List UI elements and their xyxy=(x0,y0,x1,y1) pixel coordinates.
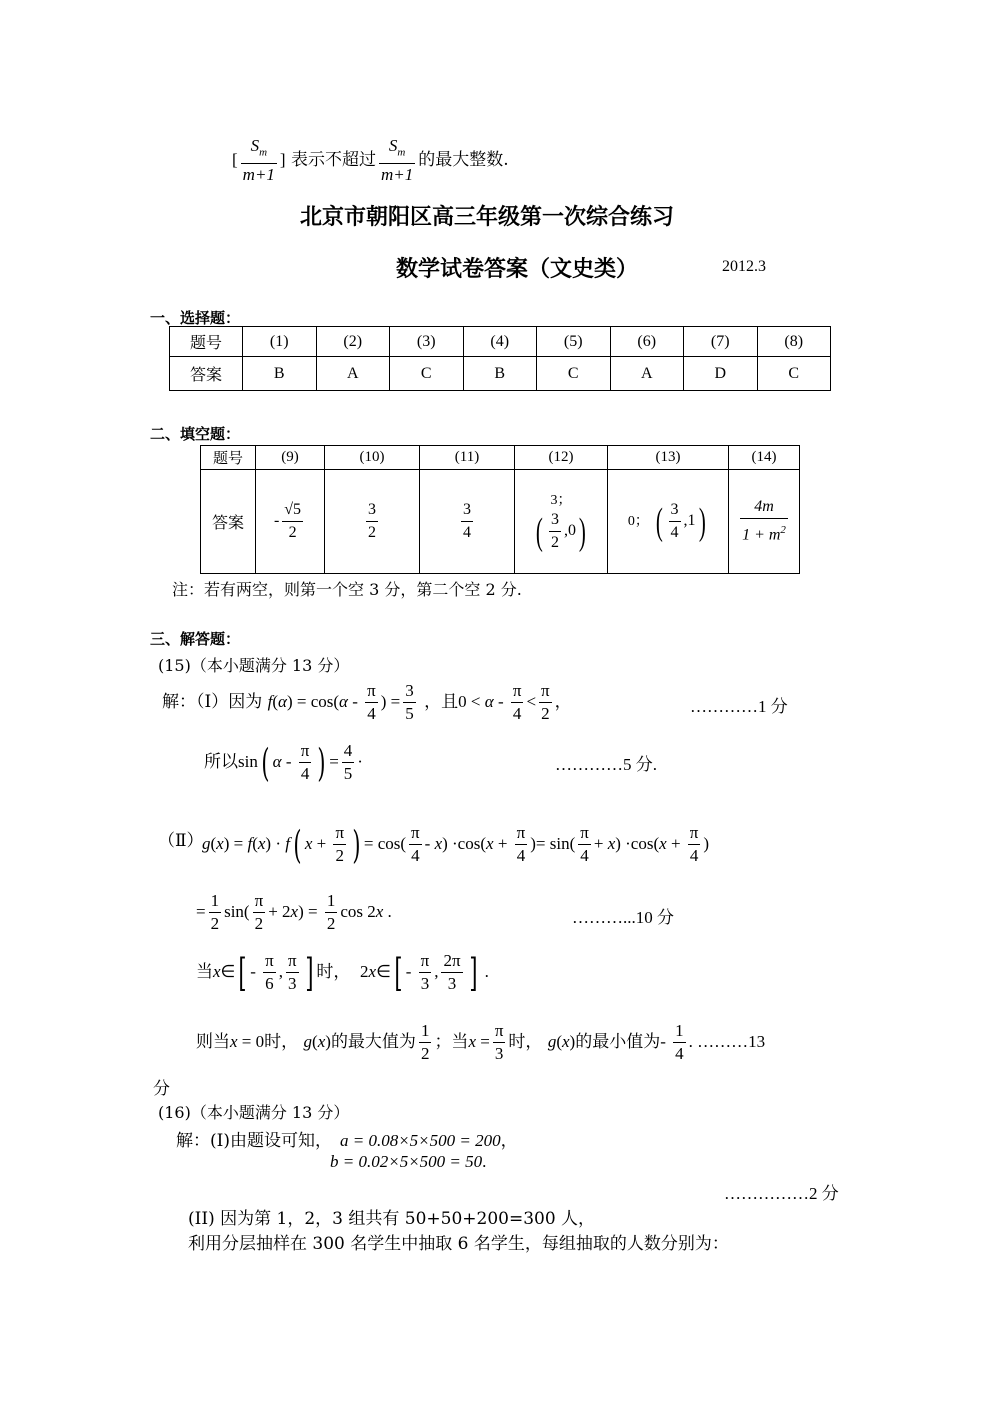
answer-12: 3； ( $\frac{3}{2}$ ,0) xyxy=(515,470,608,574)
a-cell: A xyxy=(610,357,684,391)
answer-9: - $\frac{√5}{2}$ xyxy=(256,470,325,574)
p15-score3: ………...10 分 xyxy=(572,908,674,927)
a-cell: C xyxy=(537,357,611,391)
date-label: 2012.3 xyxy=(722,258,766,275)
a-cell: C xyxy=(390,357,464,391)
q-cell: (1) xyxy=(243,327,317,357)
a-cell: B xyxy=(243,357,317,391)
section1-heading: 一、选择题： xyxy=(150,309,241,327)
section2-heading: 二、填空题： xyxy=(150,425,241,443)
p15-line4: = $\frac{1}{2}$ sin( $\frac{\pi}{2}$ + 2x) = $\frac{1}{2}$ cos 2x . xyxy=(196,891,392,933)
fill-answer-table xyxy=(200,445,800,574)
section3-heading: 三、解答题： xyxy=(150,630,241,648)
a-cell: A xyxy=(316,357,390,391)
p15-score2: …………5 分. xyxy=(555,755,657,774)
answer-10: $\frac{3}{2}$ xyxy=(325,470,420,574)
row-label-a: 答案 xyxy=(170,357,243,391)
sm-fraction: $\frac{S_m}{m+1}$ xyxy=(242,136,275,185)
page-subtitle: 数学试卷答案（文史类） xyxy=(396,257,639,282)
p15-score1: …………1 分 xyxy=(690,697,788,716)
q-cell: (10) xyxy=(325,446,420,470)
p15-line5: 当x∈[ - $\frac{\pi}{6}$ , $\frac{\pi}{3}$ ] 时， 2x∈[ - $\frac{\pi}{3}$ , $\frac{2\pi}{3}$ ] . xyxy=(196,950,489,995)
a-cell: B xyxy=(463,357,537,391)
a-cell: D xyxy=(684,357,758,391)
p15-line3: g(x) = f(x) · f( x + $\frac{\pi}{2}$ ) = cos( $\frac{\pi}{4}$ - x) ·cos(x + $\frac{\pi}{4}$ )= sin( $\frac{\pi}{4}$ + x) ·cos(x + $\frac{\pi}{4}$ ) xyxy=(202,822,710,867)
answer-11: $\frac{3}{4}$ xyxy=(420,470,515,574)
choice-answer-table xyxy=(169,326,831,391)
p16-line2: b = 0.02×5×500 = 50. xyxy=(330,1152,487,1171)
p16-line1: 解：(I)由题设可知， a = 0.08×5×500 = 200， xyxy=(176,1131,518,1151)
a-cell: C xyxy=(757,357,831,391)
p15-line6: 则当x = 0时， g(x)的最大值为 $\frac{1}{2}$ ；当x = $\frac{\pi}{3}$ 时， g(x)的最小值为- $\frac{1}{4}$ . ………13 xyxy=(196,1021,766,1063)
fill-note: 注：若有两空，则第一个空 3 分，第二个空 2 分. xyxy=(172,580,522,599)
q-cell: (6) xyxy=(610,327,684,357)
q-cell: (9) xyxy=(256,446,325,470)
problem15-title: (15)（本小题满分 13 分） xyxy=(158,656,350,675)
answer-14: $\frac{4m}{1 + m^2}$ xyxy=(729,470,800,574)
q-cell: (5) xyxy=(537,327,611,357)
q-cell: (7) xyxy=(684,327,758,357)
p15-unit: 分 xyxy=(153,1079,170,1099)
row-label-q: 题号 xyxy=(170,327,243,357)
q-cell: (2) xyxy=(316,327,390,357)
q-cell: (8) xyxy=(757,327,831,357)
q-cell: (13) xyxy=(608,446,729,470)
p15-part2-label: （Ⅱ） xyxy=(158,831,204,851)
p15-line2: 所以sin( α - $\frac{\pi}{4}$ ) = $\frac{4}{5}$ · xyxy=(204,740,363,785)
row-label-a: 答案 xyxy=(201,470,256,574)
p15-line1: 解：（Ⅰ）因为 f(α) = cos(α - $\frac{\pi}{4}$ ) = $\frac{3}{5}$ ，且0 < α - $\frac{\pi}{4}$ < $\frac{\pi}{2}$ ， xyxy=(162,681,572,723)
problem16-title: (16)（本小题满分 13 分） xyxy=(158,1103,350,1122)
p16-line3: (II) 因为第 1，2，3 组共有 50+50+200=300 人， xyxy=(188,1209,596,1229)
p16-line4: 利用分层抽样在 300 名学生中抽取 6 名学生，每组抽取的人数分别为： xyxy=(188,1234,729,1254)
row-label-q: 题号 xyxy=(201,446,256,470)
q-cell: (3) xyxy=(390,327,464,357)
q-cell: (14) xyxy=(729,446,800,470)
q-cell: (11) xyxy=(420,446,515,470)
q-cell: (4) xyxy=(463,327,537,357)
answer-13: 0； ( $\frac{3}{4}$ ,1) xyxy=(608,470,729,574)
p16-score1: ……………2 分 xyxy=(724,1184,839,1203)
q-cell: (12) xyxy=(515,446,608,470)
page-title: 北京市朝阳区高三年级第一次综合练习 xyxy=(300,205,675,230)
top-note: [ $\frac{S_m}{m+1}$ ] 表示不超过 $\frac{S_m}{m+1}$ 的最大整数. xyxy=(232,136,509,185)
